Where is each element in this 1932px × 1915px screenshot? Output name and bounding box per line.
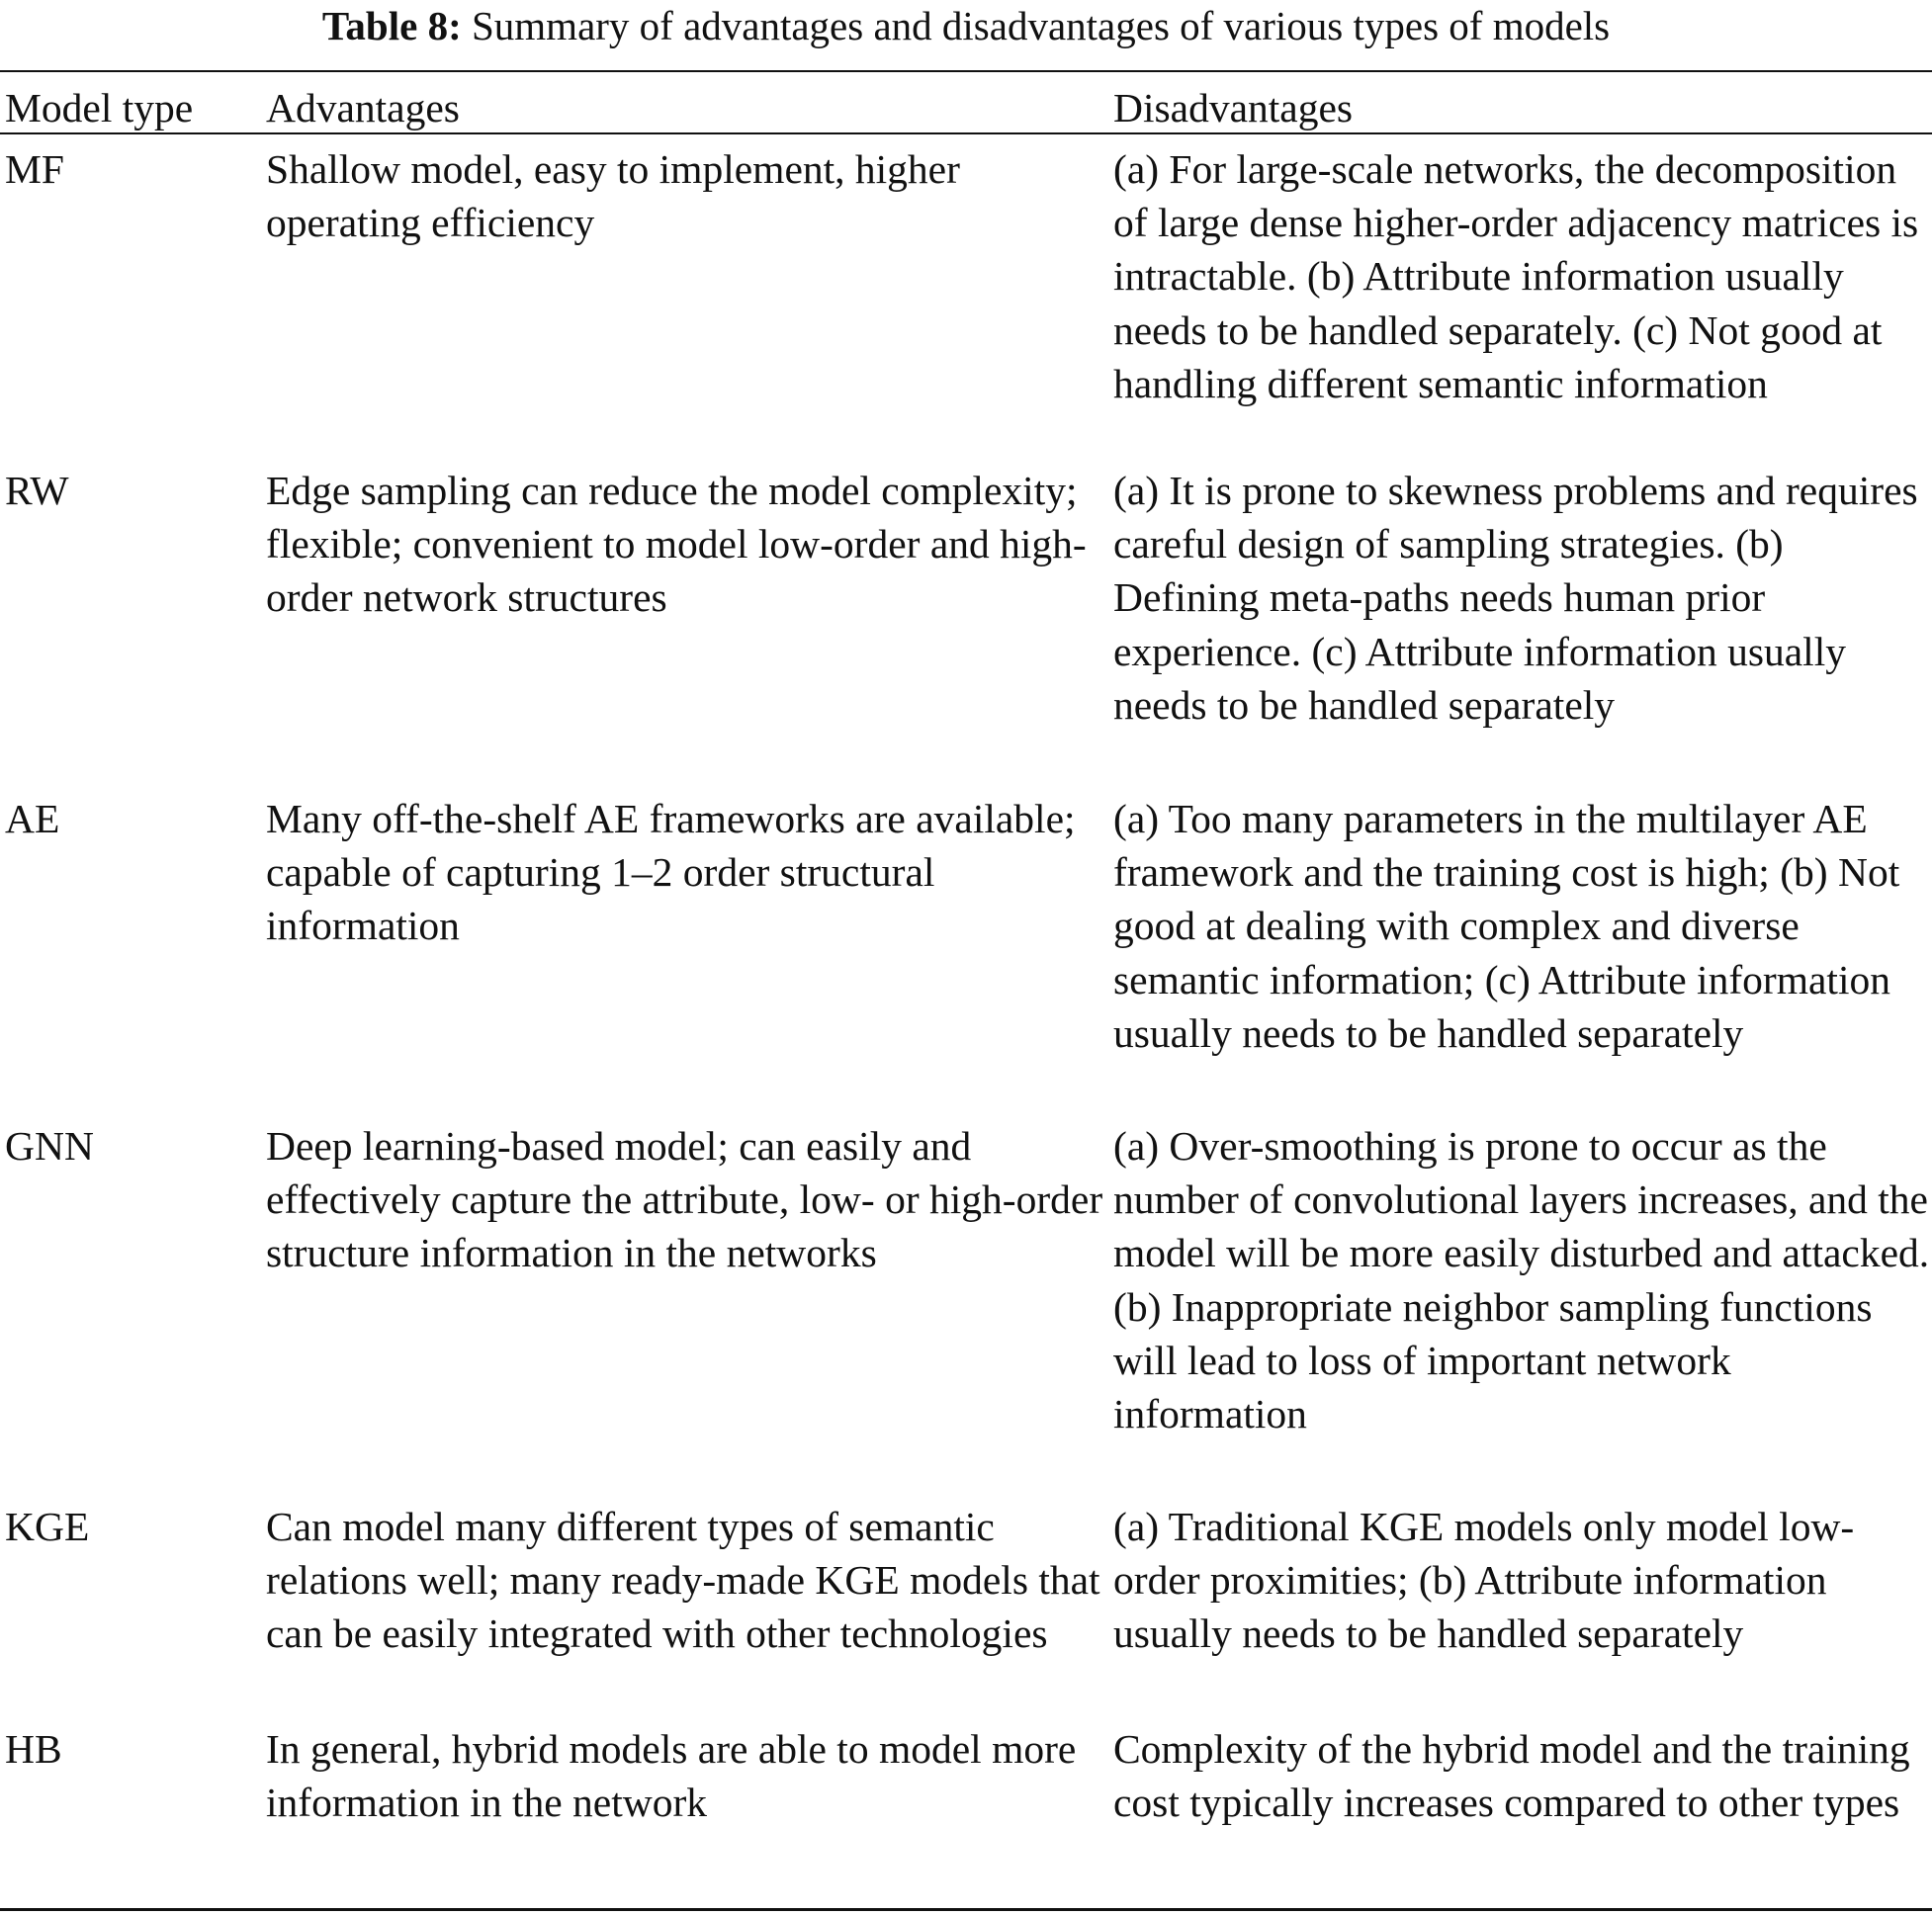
table-caption-text: Summary of advantages and disadvantages of various types of models <box>471 3 1611 48</box>
cell-advantages: Many off-the-shelf AE frameworks are available; capable of capturing 1–2 order structural information <box>266 796 1076 949</box>
table-row <box>0 792 1932 1119</box>
cell-advantages: Edge sampling can reduce the model complexity; flexible; convenient to model low-order and high-order network structures <box>266 468 1087 621</box>
table-bottom-rule <box>0 1908 1932 1911</box>
table-top-rule <box>0 70 1932 72</box>
table-row <box>0 1500 1932 1722</box>
table-row <box>0 142 1932 464</box>
cell-model-type: HB <box>5 1726 62 1772</box>
table-caption-label: Table 8: <box>321 3 462 48</box>
cell-advantages: In general, hybrid models are able to model more information in the network <box>266 1726 1077 1826</box>
cell-model-type: GNN <box>5 1123 94 1169</box>
cell-model-type: AE <box>5 796 60 841</box>
header-disadvantages: Disadvantages <box>1113 85 1354 131</box>
cell-disadvantages: (a) Too many parameters in the multilayer AE framework and the training cost is high; (b) Not good at dealing with complex and diverse semantic information; (c) Attribute information usually needs to be handled separately <box>1113 796 1900 1056</box>
cell-advantages: Shallow model, easy to implement, higher operating efficiency <box>266 146 960 246</box>
header-advantages: Advantages <box>266 85 460 131</box>
cell-advantages: Deep learning-based model; can easily and effectively capture the attribute, low- or high-order structure information in the networks <box>266 1123 1103 1276</box>
table-caption <box>0 2 1932 49</box>
cell-model-type: KGE <box>5 1504 90 1549</box>
table-row <box>0 1119 1932 1500</box>
table-header-row <box>0 81 1932 142</box>
cell-disadvantages: (a) Traditional KGE models only model low-order proximities; (b) Attribute information usually needs to be handled separately <box>1113 1504 1855 1657</box>
cell-advantages: Can model many different types of semantic relations well; many ready-made KGE models that can be easily integrated with other technologies <box>266 1504 1100 1657</box>
summary-table <box>0 81 1932 1883</box>
cell-disadvantages: (a) For large-scale networks, the decomposition of large dense higher-order adjacency matrices is intractable. (b) Attribute information usually needs to be handled separately. (c) Not good at handling different semantic information <box>1113 146 1919 406</box>
cell-disadvantages: (a) It is prone to skewness problems and requires careful design of sampling strategies. (b) Defining meta-paths needs human prior experience. (c) Attribute information usually needs to be handled separately <box>1113 468 1918 728</box>
cell-disadvantages: Complexity of the hybrid model and the training cost typically increases compared to other types <box>1113 1726 1910 1826</box>
cell-model-type: RW <box>5 468 69 513</box>
cell-disadvantages: (a) Over-smoothing is prone to occur as the number of convolutional layers increases, and the model will be more easily disturbed and attacked. (b) Inappropriate neighbor sampling functions will lead to loss of important network information <box>1113 1123 1930 1437</box>
header-model-type: Model type <box>5 85 194 131</box>
table-row <box>0 464 1932 792</box>
cell-model-type: MF <box>5 146 64 192</box>
table-row <box>0 1722 1932 1883</box>
